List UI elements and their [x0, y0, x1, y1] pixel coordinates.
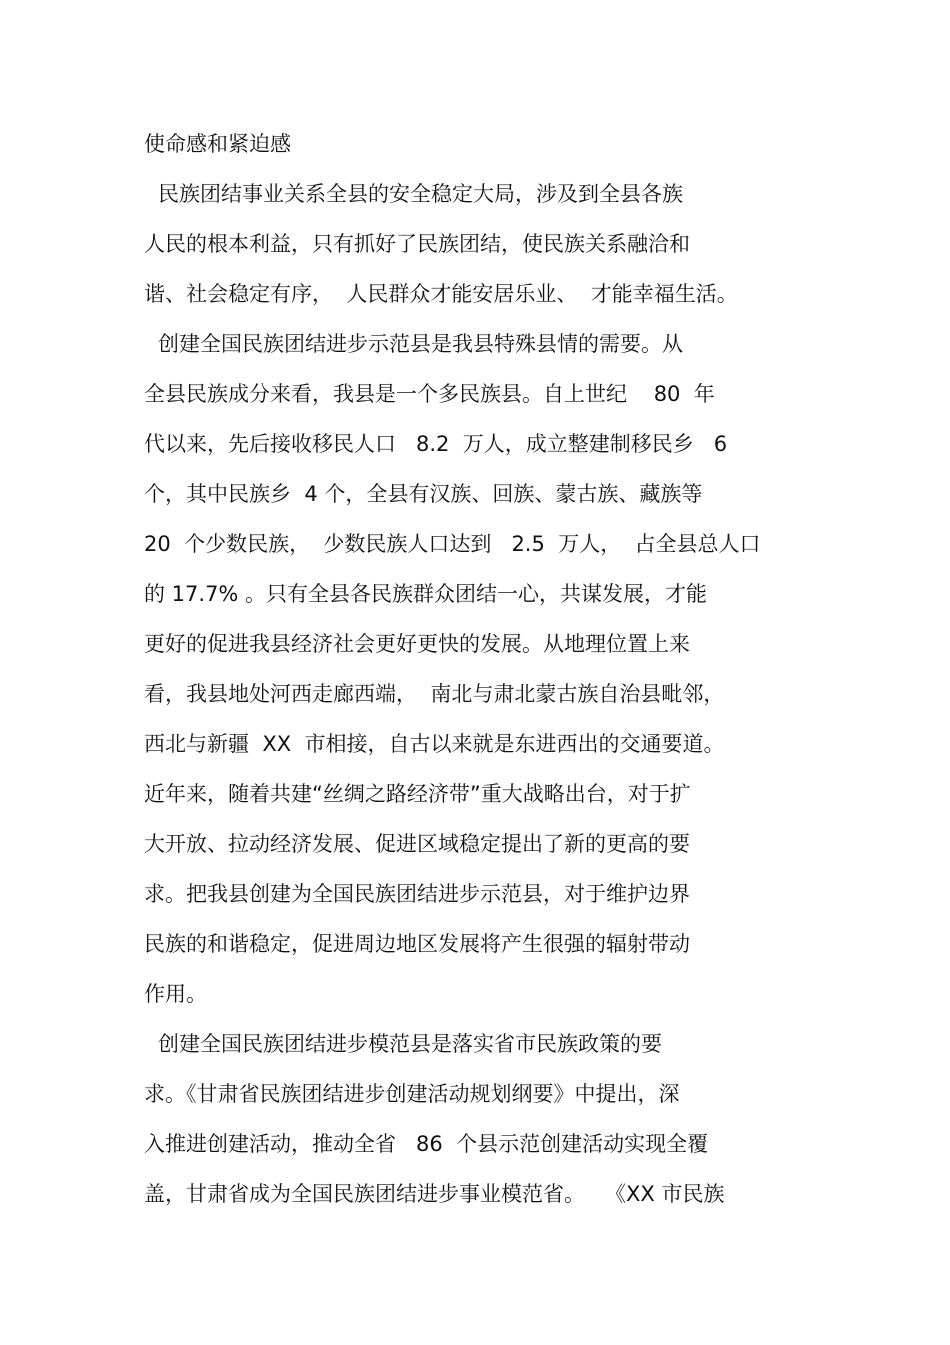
text-line: 入推进创建活动，推动全省 86 个县示范创建活动实现全覆: [144, 1132, 709, 1156]
paragraph-start-line: 创建全国民族团结进步模范县是落实省市民族政策的要: [158, 1032, 662, 1056]
text-line: 代以来，先后接收移民人口 8.2 万人，成立整建制移民乡 6: [144, 432, 728, 456]
text-line: 全县民族成分来看，我县是一个多民族县。自上世纪 80 年: [144, 382, 715, 406]
text-line: 的 17.7% 。只有全县各民族群众团结一心，共谋发展，才能: [144, 582, 708, 606]
text-line: 西北与新疆 XX 市相接，自古以来就是东进西出的交通要道。: [144, 732, 725, 756]
text-line: 谐、社会稳定有序， 人民群众才能安居乐业、 才能幸福生活。: [144, 282, 738, 306]
text-line: 求。把我县创建为全国民族团结进步示范县，对于维护边界: [144, 882, 690, 906]
paragraph-start-line: 创建全国民族团结进步示范县是我县特殊县情的需要。从: [158, 332, 683, 356]
text-line: 看，我县地处河西走廊西端， 南北与肃北蒙古族自治县毗邻，: [144, 682, 725, 706]
text-line: 更好的促进我县经济社会更好更快的发展。从地理位置上来: [144, 632, 690, 656]
paragraph-start-line: 民族团结事业关系全县的安全稳定大局，涉及到全县各族: [158, 182, 683, 206]
text-line: 近年来，随着共建“丝绸之路经济带”重大战略出台，对于扩: [144, 782, 691, 806]
document-body: [144, 126, 824, 1226]
text-line: 盖，甘肃省成为全国民族团结进步事业模范省。 《XX 市民族: [144, 1182, 725, 1206]
text-line: 使命感和紧迫感: [144, 132, 291, 156]
text-line: 20 个少数民族， 少数民族人口达到 2.5 万人， 占全县总人口: [144, 532, 761, 556]
text-line: 个，其中民族乡 4 个，全县有汉族、回族、蒙古族、藏族等: [144, 482, 703, 506]
text-line: 人民的根本利益，只有抓好了民族团结，使民族关系融洽和: [144, 232, 690, 256]
text-line: 作用。: [144, 982, 207, 1006]
text-line: 求。《甘肃省民族团结进步创建活动规划纲要》中提出，深: [144, 1082, 680, 1106]
text-line: 大开放、拉动经济发展、促进区域稳定提出了新的更高的要: [144, 832, 690, 856]
text-line: 民族的和谐稳定，促进周边地区发展将产生很强的辐射带动: [144, 932, 690, 956]
